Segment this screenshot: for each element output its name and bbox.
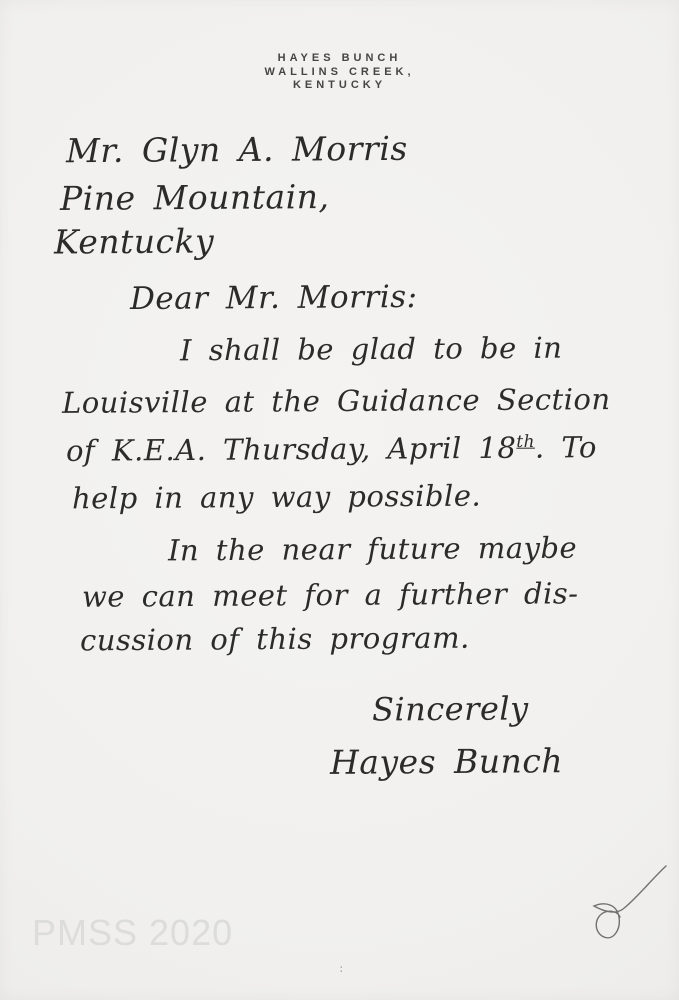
- salutation: Dear Mr. Morris:: [129, 278, 418, 318]
- letterhead-town: WALLINS CREEK,: [264, 65, 415, 78]
- body-p1-line4: help in any way possible.: [71, 478, 482, 516]
- archive-watermark: PMSS 2020: [32, 912, 234, 953]
- body-p1-line2: Louisville at the Guidance Section: [61, 382, 611, 420]
- body-p2-line1: In the near future maybe: [167, 530, 578, 568]
- signature: Hayes Bunch: [329, 741, 564, 782]
- closing: Sincerely: [371, 689, 529, 729]
- letterhead: [0, 52, 679, 93]
- body-p2-line2: we can meet for a further dis-: [81, 576, 579, 614]
- body-p2-line3: cussion of this program.: [79, 620, 470, 658]
- body-p1-line1: I shall be glad to be in: [179, 330, 563, 368]
- letterhead-state: KENTUCKY: [292, 79, 387, 91]
- body-p1-line3-superscript: th: [516, 430, 535, 452]
- pen-flourish-mark: [563, 862, 671, 946]
- recipient-name: Mr. Glyn A. Morris: [65, 128, 408, 171]
- recipient-state: Kentucky: [53, 221, 215, 262]
- body-p1-line3-post: . To: [534, 430, 598, 465]
- bottom-ink-mark: :: [338, 962, 345, 975]
- recipient-town: Pine Mountain,: [59, 177, 330, 218]
- letterhead-name: HAYES BUNCH: [277, 52, 402, 64]
- body-p1-line3-pre: of K.E.A. Thursday, April 18: [65, 430, 517, 468]
- body-p1-line3: [66, 430, 597, 468]
